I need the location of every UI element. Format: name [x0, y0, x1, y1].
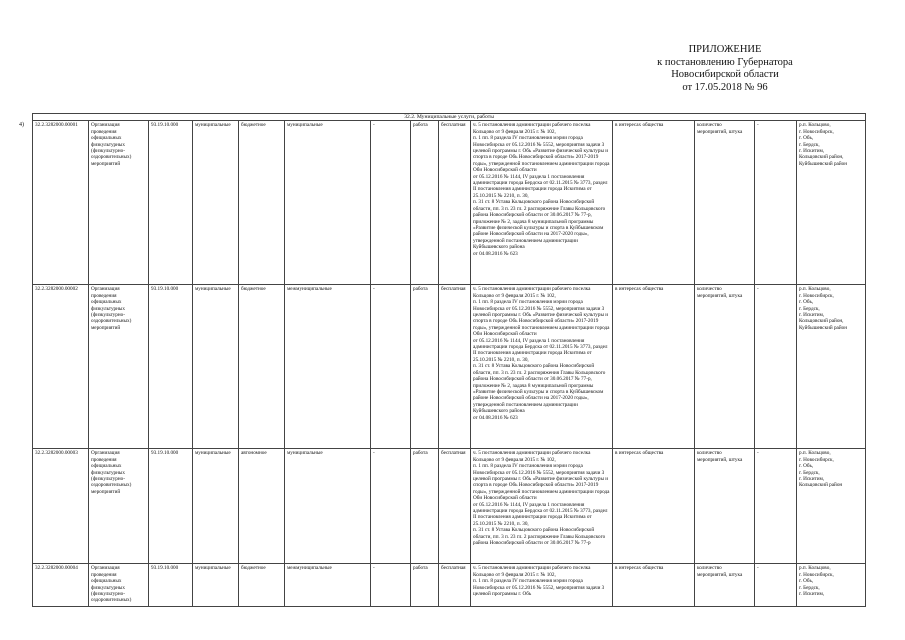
cell-kind: работа	[411, 121, 439, 285]
cell-pay: бесплатная	[439, 121, 471, 285]
cell-pay: бесплатная	[439, 449, 471, 564]
cell-name: Организация проведения официальных физкультурных (физкультурно-оздоровительных) мероприятий	[89, 449, 149, 564]
cell-code: 32.2.3282000.00003	[33, 449, 89, 564]
document-header	[600, 44, 850, 94]
row-number: 4)	[19, 122, 24, 128]
cell-places: р.п. Кольцово, г. Новосибирск, г. Обь, г. Бердск, г. Искитим, Кольцовский район, Куйбышевский район	[797, 285, 866, 449]
table-row	[33, 121, 866, 285]
cell-dash: -	[371, 449, 411, 564]
cell-places: р.п. Кольцово, г. Новосибирск, г. Обь, г. Бердск, г. Искитим, Кольцовский район, Куйбышевский район	[797, 121, 866, 285]
cell-level: муниципальные	[193, 285, 239, 449]
cell-places: р.п. Кольцово, г. Новосибирск, г. Обь, г. Бердск, г. Искитим, Кольцовский район	[797, 449, 866, 564]
cell-okved: 93.19.10.000	[149, 564, 193, 607]
cell-dash: -	[755, 285, 797, 449]
cell-dash: -	[371, 564, 411, 607]
cell-okved: 93.19.10.000	[149, 285, 193, 449]
cell-budget: бюджетное	[239, 564, 285, 607]
cell-code: 32.2.3282000.00004	[33, 564, 89, 607]
table-row	[33, 564, 866, 607]
table-row	[33, 285, 866, 449]
header-date: от 17.05.2018 № 96	[682, 81, 768, 93]
cell-dash: -	[371, 121, 411, 285]
cell-budget: бюджетное	[239, 121, 285, 285]
cell-basis: ч. 5 постановления администрации рабочего поселка Кольцово от 9 февраля 2015 г. № 102, п. 1 пп. 8 раздела IV постановления мэрии города Новосибирска от 05.12.2016 № 5552, мероприятия задачи 3 целевой программы г. Обь «Развитие физической культуры и спорта в городе Обь Новосибирской области» 2017-2019 годы», утвержденной постановлением администрации города Оби Новосибирской области от 05.12.2016 № 1144, IV раздела 1 постановления администрации города Бердска от 02.11.2015 № 3773, раздел II постановления администрации города Искитима от 25.10.2015 № 2210, п. 30, п. 31 ст. 8 Устава Кольцовского района Новосибирской области, пп. 3 п. 23 гл. 2 распоряжение Главы Кольцовского района Новосибирской области от 30.06.2017 № 77-р, приложение № 2, задача 8 муниципальной программы «Развитие физической культуры и спорта в Куйбышевском районе Новосибирской области на 2017-2020 годы», утвержденной постановлением администрации Куйбышевского района от 04.08.2016 № 623	[471, 121, 613, 285]
services-table	[32, 113, 866, 607]
cell-places: р.п. Кольцово, г. Новосибирск, г. Обь, г. Бердск, г. Искитим,	[797, 564, 866, 607]
table-row	[33, 449, 866, 564]
cell-name: Организация проведения официальных физкультурных (физкультурно-оздоровительных)	[89, 564, 149, 607]
cell-name: Организация проведения официальных физкультурных (физкультурно-оздоровительных) мероприятий	[89, 121, 149, 285]
cell-pay: бесплатная	[439, 564, 471, 607]
section-title: 32.2. Муниципальные услуги, работы	[33, 114, 866, 121]
cell-kind: работа	[411, 564, 439, 607]
cell-level: муниципальные	[193, 449, 239, 564]
cell-budget: бюджетное	[239, 285, 285, 449]
cell-level: муниципальные	[193, 564, 239, 607]
cell-interest: в интересах общества	[613, 564, 695, 607]
cell-name: Организация проведения официальных физкультурных (физкультурно-оздоровительных) мероприятий	[89, 285, 149, 449]
cell-pay: бесплатная	[439, 285, 471, 449]
cell-code: 32.2.3282000.00002	[33, 285, 89, 449]
cell-status: межмуниципальные	[285, 564, 371, 607]
cell-measure: количество мероприятий, штука	[695, 449, 755, 564]
cell-status: межмуниципальные	[285, 285, 371, 449]
cell-code: 32.2.3282000.00001	[33, 121, 89, 285]
cell-level: муниципальные	[193, 121, 239, 285]
header-line: Новосибирской области	[671, 69, 779, 80]
cell-status: муниципальные	[285, 449, 371, 564]
cell-kind: работа	[411, 449, 439, 564]
cell-measure: количество мероприятий, штука	[695, 285, 755, 449]
cell-interest: в интересах общества	[613, 285, 695, 449]
cell-measure: количество мероприятий, штука	[695, 564, 755, 607]
cell-dash: -	[755, 564, 797, 607]
cell-basis: ч. 5 постановления администрации рабочего поселка Кольцово от 9 февраля 2015 г. № 102, п. 1 пп. 8 раздела IV постановления мэрии города Новосибирска от 05.12.2016 № 5552, мероприятия задачи 3 целевой программы г. Обь «Развитие физической культуры и спорта в городе Обь Новосибирской области» 2017-2019 годы», утвержденной постановлением администрации города Оби Новосибирской области от 05.12.2016 № 1144, IV раздела 1 постановления администрации города Бердска от 02.11.2015 № 3773, раздел II постановления администрации города Искитима от 25.10.2015 № 2210, п. 30, п. 31 ст. 8 Устава Кольцовского района Новосибирской области, пп. 3 п. 23 гл. 2 распоряжение Главы Кольцовского района Новосибирской области от 30.06.2017 № 77-р	[471, 449, 613, 564]
cell-status: муниципальные	[285, 121, 371, 285]
cell-dash: -	[371, 285, 411, 449]
cell-dash: -	[755, 121, 797, 285]
cell-okved: 93.19.10.000	[149, 449, 193, 564]
header-title: ПРИЛОЖЕНИЕ	[688, 44, 762, 55]
header-line: к постановлению Губернатора	[657, 56, 793, 68]
cell-kind: работа	[411, 285, 439, 449]
cell-interest: в интересах общества	[613, 449, 695, 564]
cell-basis: ч. 5 постановления администрации рабочего поселка Кольцово от 9 февраля 2015 г. № 102, п. 1 пп. 8 раздела IV постановления мэрии города Новосибирска от 05.12.2016 № 5552, мероприятия задачи 3 целевой программы г. Обь	[471, 564, 613, 607]
cell-interest: в интересах общества	[613, 121, 695, 285]
cell-basis: ч. 5 постановления администрации рабочего поселка Кольцово от 9 февраля 2015 г. № 102, п. 1 пп. 8 раздела IV постановления мэрии города Новосибирска от 05.12.2016 № 5552, мероприятия задачи 3 целевой программы г. Обь «Развитие физической культуры и спорта в городе Обь Новосибирской области» 2017-2019 годы», утвержденной постановлением администрации города Оби Новосибирской области от 05.12.2016 № 1144, IV раздела 1 постановления администрации города Бердска от 02.11.2015 № 3773, раздел II постановления администрации города Искитима от 25.10.2015 № 2210, п. 30, п. 31 ст. 8 Устава Кольцовского района Новосибирской области, пп. 3 п. 23 гл. 2 распоряжения Главы Кольцовского района Новосибирской области от 30.06.2017 № 77-р, приложение № 2, задача 8 муниципальной программы «Развитие физической культуры и спорта в Куйбышевском районе Новосибирской области на 2017-2020 годы», утвержденной постановлением администрации Куйбышевского района от 04.08.2016 № 623	[471, 285, 613, 449]
cell-dash: -	[755, 449, 797, 564]
cell-okved: 93.19.10.000	[149, 121, 193, 285]
cell-budget: автономное	[239, 449, 285, 564]
cell-measure: количество мероприятий, штука	[695, 121, 755, 285]
